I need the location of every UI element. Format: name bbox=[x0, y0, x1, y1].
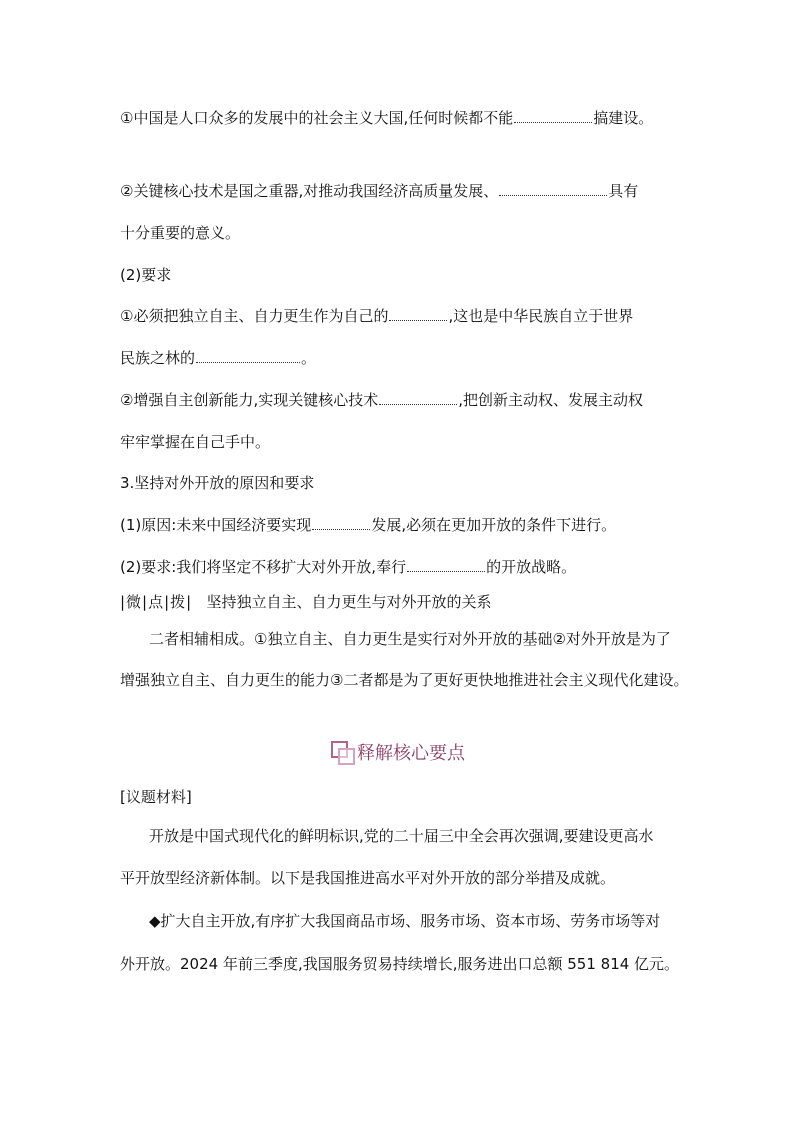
text: 搞建设。 bbox=[593, 109, 654, 127]
text: 发展,必须在更加开放的条件下进行。 bbox=[371, 516, 617, 534]
fill-blank[interactable] bbox=[196, 348, 300, 363]
line-1 bbox=[120, 108, 653, 128]
section-heading-3: 3.坚持对外开放的原因和要求 bbox=[120, 474, 315, 492]
fill-blank[interactable] bbox=[514, 108, 592, 123]
section-heading bbox=[330, 737, 465, 767]
fill-blank[interactable] bbox=[312, 515, 370, 530]
tip-paragraph-2: 增强独立自主、自力更生的能力③二者都是为了更好更快地推进社会主义现代化建设。 bbox=[120, 671, 689, 689]
text: ②增强自主创新能力,实现关键核心技术 bbox=[120, 391, 379, 409]
text: 十分重要的意义。 bbox=[120, 224, 241, 242]
text: ①中国是人口众多的发展中的社会主义大国,任何时候都不能 bbox=[120, 109, 514, 127]
fill-blank[interactable] bbox=[499, 181, 607, 196]
material-paragraph-1a: 开放是中国式现代化的鲜明标识,党的二十届三中全会再次强调,要建设更高水 bbox=[149, 827, 654, 845]
text: 牢牢掌握在自己手中。 bbox=[120, 433, 271, 451]
fill-blank[interactable] bbox=[379, 390, 457, 405]
text: 民族之林的 bbox=[120, 349, 196, 367]
tip-heading bbox=[120, 592, 492, 612]
text: (2)要求:我们将坚定不移扩大对外开放,奉行 bbox=[120, 558, 407, 576]
text: ②关键核心技术是国之重器,对推动我国经济高质量发展、 bbox=[120, 182, 499, 200]
text: 。 bbox=[301, 349, 317, 367]
overlapping-squares-icon bbox=[330, 740, 354, 764]
text: 的开放战略。 bbox=[486, 558, 577, 576]
section-title: 释解核心要点 bbox=[357, 743, 465, 764]
line-11 bbox=[120, 557, 576, 577]
line-6 bbox=[120, 348, 316, 368]
material-paragraph-2b: 外开放。2024 年前三季度,我国服务贸易持续增长,服务进出口总额 551 814 亿元。 bbox=[120, 955, 680, 973]
line-7 bbox=[120, 390, 643, 410]
fill-blank[interactable] bbox=[407, 557, 485, 572]
material-paragraph-2a: ◆扩大自主开放,有序扩大我国商品市场、服务市场、资本市场、劳务市场等对 bbox=[149, 912, 661, 930]
subheading-requirements: (2)要求 bbox=[120, 266, 172, 284]
fill-blank[interactable] bbox=[389, 306, 447, 321]
material-label: [议题材料] bbox=[120, 788, 192, 806]
tip-paragraph-1: 二者相辅相成。①独立自主、自力更生是实行对外开放的基础②对外开放是为了 bbox=[149, 630, 671, 648]
line-3 bbox=[120, 223, 240, 243]
line-10 bbox=[120, 515, 616, 535]
line-8 bbox=[120, 432, 270, 452]
line-2 bbox=[120, 181, 638, 201]
text: (1)原因:未来中国经济要实现 bbox=[120, 516, 312, 534]
tip-title: 坚持独立自主、自力更生与对外开放的关系 bbox=[206, 593, 492, 611]
text: 具有 bbox=[608, 182, 639, 200]
line-5 bbox=[120, 306, 633, 326]
tip-label: |微|点|拨| bbox=[120, 593, 193, 611]
text: ①必须把独立自主、自力更生作为自己的 bbox=[120, 307, 389, 325]
material-paragraph-1b: 平开放型经济新体制。以下是我国推进高水平对外开放的部分举措及成就。 bbox=[120, 869, 616, 887]
text: ,这也是中华民族自立于世界 bbox=[448, 307, 634, 325]
text: ,把创新主动权、发展主动权 bbox=[458, 391, 643, 409]
